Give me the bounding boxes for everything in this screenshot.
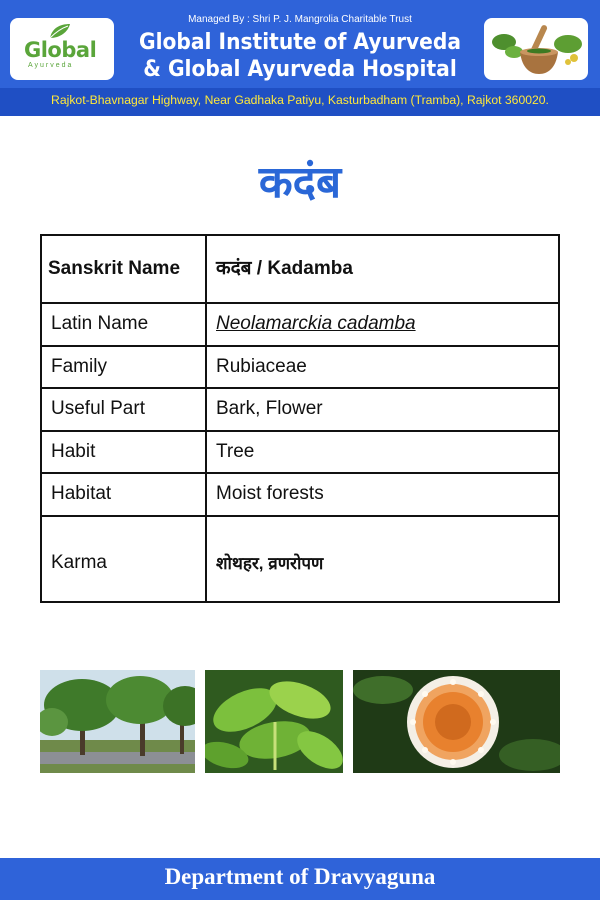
department-name: Department of Dravyaguna	[164, 864, 436, 889]
habit-value: Tree	[206, 431, 559, 474]
hospital-title: & Global Ayurveda Hospital	[143, 57, 457, 82]
leaf-photo	[205, 670, 343, 773]
karma-text: शोथहर, व्रणरोपण	[216, 553, 324, 573]
institute-title: Global Institute of Ayurveda	[138, 30, 462, 55]
sanskrit-name-value: कदंब / Kadamba	[206, 235, 559, 303]
habit-label: Habit	[41, 431, 206, 474]
latin-name-value	[206, 303, 559, 346]
table-row	[41, 388, 559, 431]
karma-value	[206, 516, 559, 602]
latin-name-label: Latin Name	[41, 303, 206, 346]
latin-name-text: Neolamarckia cadamba	[216, 313, 416, 335]
mortar-pestle-icon	[484, 18, 588, 80]
table-row	[41, 516, 559, 602]
plant-title: कदंब	[258, 157, 342, 208]
tree-photo	[40, 670, 195, 773]
family-label: Family	[41, 346, 206, 389]
table-row	[41, 235, 559, 303]
flower-photo	[353, 670, 560, 773]
table-row	[41, 473, 559, 516]
karma-label: Karma	[41, 516, 206, 602]
useful-part-value: Bark, Flower	[206, 388, 559, 431]
useful-part-label: Useful Part	[41, 388, 206, 431]
logo-subtext: Ayurveda	[28, 62, 74, 69]
address-text: Rajkot-Bhavnagar Highway, Near Gadhaka Patiyu, Kasturbadham (Tramba), Rajkot 360020.	[51, 93, 549, 107]
habitat-value: Moist forests	[206, 473, 559, 516]
table-row	[41, 431, 559, 474]
managed-by-text: Managed By : Shri P. J. Mangrolia Charitable Trust	[188, 14, 412, 25]
logo-text: Global	[24, 38, 97, 62]
family-value: Rubiaceae	[206, 346, 559, 389]
sanskrit-name-label: Sanskrit Name	[41, 235, 206, 303]
plant-info-table	[40, 234, 560, 603]
table-row	[41, 303, 559, 346]
herbs-mortar-image	[484, 18, 588, 80]
habitat-label: Habitat	[41, 473, 206, 516]
table-row	[41, 346, 559, 389]
